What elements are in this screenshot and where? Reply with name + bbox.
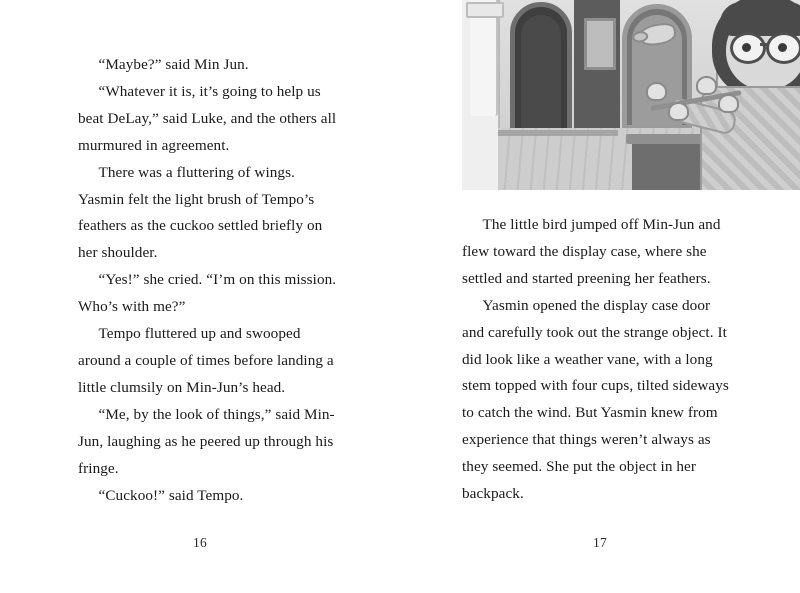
- framed-picture: [584, 18, 616, 70]
- page-number-right-value: 17: [592, 535, 608, 550]
- paragraph: Yasmin opened the display case door and carefully took out the strange object. It did look like a weather vane, with a long stem topped with four cups, tilted sideways to catch the wind. But Yasmin knew from experience that things weren’t always as they seemed. She put the object in her backpack.: [462, 296, 729, 503]
- paragraph: “Me, by the look of things,” said Min-Jun, laughing as he peered up through his fringe.: [78, 405, 335, 477]
- weather-vane-cup: [668, 102, 689, 121]
- pillar: [470, 0, 498, 116]
- weather-vane-cup: [646, 82, 667, 101]
- floor-ledge: [498, 130, 618, 136]
- paragraph: “Whatever it is, it’s going to help us beat DeLay,” said Luke, and the others all murmured in agreement.: [78, 82, 337, 154]
- paragraph: The little bird jumped off Min-Jun and flew toward the display case, where she settled and started preening her feathers.: [462, 216, 721, 287]
- left-page-text: [78, 52, 338, 509]
- paragraph: There was a fluttering of wings. Yasmin felt the light brush of Tempo’s feathers as the cuckoo settled briefly on her shoulder.: [78, 163, 323, 262]
- weather-vane-cup: [718, 94, 739, 113]
- paragraph: “Cuckoo!” said Tempo.: [98, 486, 244, 504]
- left-pupil: [742, 43, 751, 52]
- right-page: [400, 0, 800, 593]
- paragraph: “Yes!” she cried. “I’m on this mission. Who’s with me?”: [78, 271, 337, 316]
- glasses-right-lens: [766, 32, 800, 64]
- glasses-left-lens: [730, 32, 766, 64]
- right-pupil: [778, 43, 787, 52]
- paragraph: “Maybe?” said Min Jun.: [98, 56, 249, 73]
- archway-interior: [521, 15, 561, 129]
- page-number-right: [400, 535, 800, 551]
- weather-vane-cup: [696, 76, 717, 95]
- illustration-scene: [462, 0, 800, 190]
- page-number-left: [0, 535, 400, 551]
- right-page-text: [462, 212, 730, 508]
- dark-archway: [510, 2, 572, 134]
- glasses-icon: [730, 32, 800, 58]
- girl-with-weather-vane-illustration: [462, 0, 800, 190]
- paragraph: Tempo fluttered up and swooped around a couple of times before landing a little clumsily on Min-Jun’s head.: [78, 325, 334, 396]
- girl-fringe: [720, 2, 800, 36]
- page-number-left-value: 16: [192, 535, 208, 550]
- weather-vane-object: [650, 78, 742, 124]
